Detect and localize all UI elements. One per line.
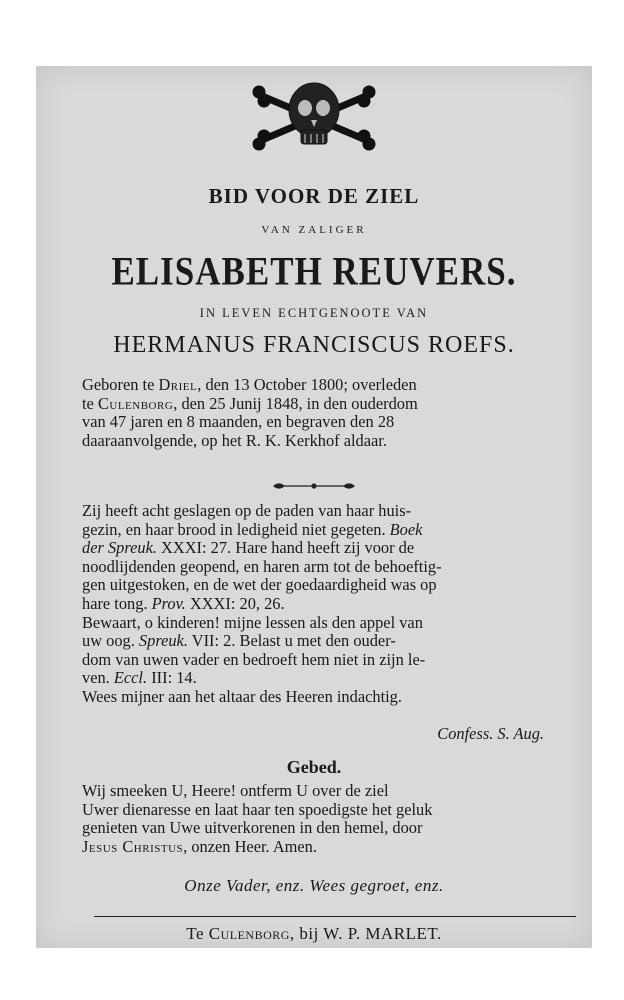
subheading: VAN ZALIGER [261,224,367,236]
bio-line: daaraanvolgende, op het R. K. Kerkhof aldaar. [82,430,387,450]
husband-name: HERMANUS FRANCISCUS ROEFS. [113,332,515,358]
prayer-title: Gebed. [286,757,342,777]
scripture-line: noodlijdenden geopend, en haren arm tot de behoeftig- [82,556,442,576]
scripture-line: dom van uwen vader en bedroeft hem niet in zijn le- [82,649,426,669]
relation-line: IN LEVEN ECHTGENOOTE VAN [199,306,429,320]
attribution: Confess. S. Aug. [437,724,544,743]
death-place: Culenborg [97,393,174,413]
biography [82,376,544,450]
memorial-card [36,66,592,948]
divider-ornament-icon [36,476,592,496]
bio-line: te Culenborg, den 25 Junij 1848, in den ouderdom [82,393,418,413]
scripture-line: Wees mijner aan het altaar des Heeren indachtig. [82,686,402,706]
scripture-passage [82,502,544,707]
scripture-line: ven. Eccl. III: 14. [82,668,197,688]
printer-line: Te Culenborg, bij W. P. MARLET. [186,924,442,943]
prayer-line: Wij smeeken U, Heere! ontferm U over de ziel [82,781,389,800]
christ-name: Jesus Christus [82,836,184,856]
prayer-line: genieten van Uwe uitverkorenen in den hemel, door [82,818,423,838]
bio-line: van 47 jaren en 8 maanden, en begraven den 28 [82,412,395,432]
deceased-name: ELISABETH REUVERS. [111,249,517,294]
prayer-heading: BID VOOR DE ZIEL [208,184,420,208]
scripture-line: Zij heeft acht geslagen op de paden van haar huis- [82,501,412,520]
prayer-text [82,782,544,856]
scripture-line: Bewaart, o kinderen! mijne lessen als den appel van [82,612,423,632]
scripture-line: gen uitgestoken, en de wet der goedaardigheid was op [82,575,437,595]
scripture-line: der Spreuk. XXXI: 27. Hare hand heeft zij voor de [82,538,415,558]
skull-and-crossbones-icon [36,76,592,156]
scripture-line: hare tong. Prov. XXXI: 20, 26. [82,593,285,613]
scripture-line: uw oog. Spreuk. VII: 2. Belast u met den ouder- [82,631,396,651]
prayer-line: Uwer dienaresse en laat haar ten spoedigste het geluk [82,799,433,819]
printer-place: Culenborg [208,924,290,943]
closing-prayers: Onze Vader, enz. Wees gegroet, enz. [184,876,444,895]
divider-rule [94,916,576,917]
bio-line: Geboren te Driel, den 13 October 1800; overleden [82,375,417,394]
prayer-line: Jesus Christus, onzen Heer. Amen. [82,836,317,856]
scripture-line: gezin, en haar brood in ledigheid niet gegeten. Boek [82,519,423,539]
birthplace: Driel [158,375,198,394]
